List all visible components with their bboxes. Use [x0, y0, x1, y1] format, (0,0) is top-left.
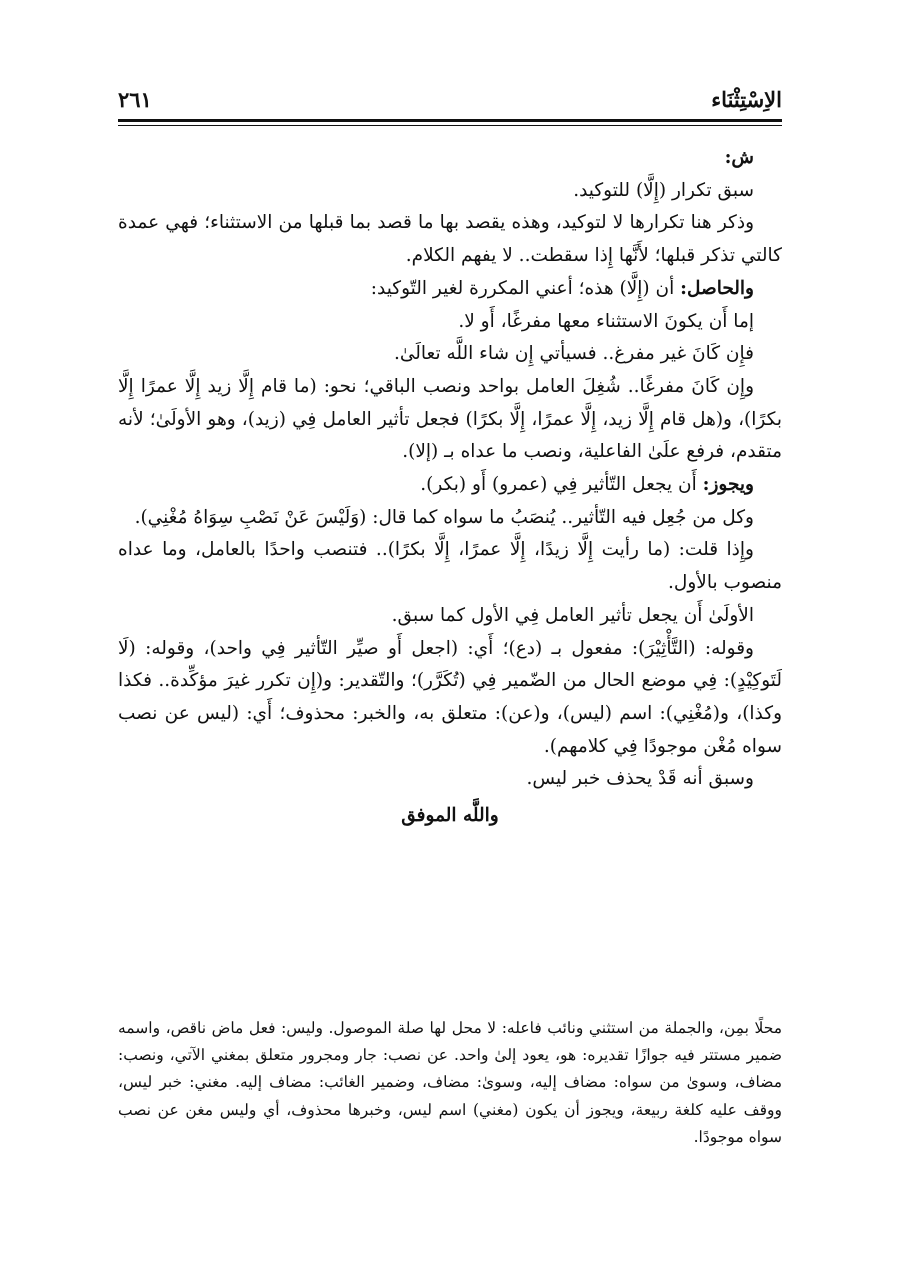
closing-line: واللَّه الموفق	[401, 805, 499, 827]
paragraph: وكل من جُعِل فيه التّأثير.. يُنصَبُ ما سواه كما قال: (وَلَيْسَ عَنْ نَصْبِ سِوَاهُ مُغْنِي).	[134, 506, 754, 528]
bold-term: ويجوز:	[702, 474, 754, 496]
footnote	[118, 1015, 782, 1151]
paragraph: وذكر هنا تكرارها لا لتوكيد، وهذه يقصد بها ما قصد بما قبلها من الاستثناء؛ فهي عمدة كالتي تذكر قبلها؛ لأَنَّها إِذا سقطت.. لا يفهم الكلام.	[118, 212, 782, 267]
paragraph: الأولَىٰ أَن يجعل تأثير العامل فِي الأول كما سبق.	[391, 604, 754, 626]
paragraph: وقوله: (التَّأْثِيْرَ): مفعول بـ (دع)؛ أَي: (اجعل أَو صيِّر التّأثير فِي واحد)، وقوله: (لَا لَتَوكِيْدٍ): فِي موضع الحال من الضّمير فِي (تُكَرَّر)؛ والتّقدير: و(إِن تكرر غيرَ مؤكِّدة.. فكذا وكذا)، و(مُغْنِي): اسم (ليس)، و(عن): متعلق به، والخبر: محذوف؛ أَي: (ليس عن نصب سواه مُغْن موجودًا فِي كلامهم).	[118, 637, 782, 757]
page-header	[118, 82, 782, 112]
chapter-title: الاِسْتِثْنَاء	[711, 87, 782, 112]
paragraph: وسبق أنه قَدْ يحذف خبر ليس.	[526, 768, 754, 790]
header-rule-thin	[118, 125, 782, 126]
paragraph-text: أن (إِلَّا) هذه؛ أعني المكررة لغير التّوكيد:	[370, 277, 681, 299]
header-rule-thick	[118, 119, 782, 122]
paragraph: سبق تكرار (إِلَّا) للتوكيد.	[573, 179, 754, 201]
paragraph: وإِذا قلت: (ما رأيت إِلَّا زيدًا، إِلَّا عمرًا، إِلَّا بكرًا).. فتنصب واحدًا بالعامل، وما عداه منصوب بالأول.	[118, 539, 782, 594]
paragraph-text: أَن يجعل التّأثير فِي (عمرو) أَو (بكر).	[420, 474, 703, 496]
main-text	[118, 142, 782, 833]
paragraph	[118, 273, 782, 306]
page-number: ٢٦١	[118, 87, 152, 112]
footnote-text: محلًا بمِن، والجملة من استثني ونائب فاعله: لا محل لها صلة الموصول. وليس: فعل ماض ناقص، واسمه ضمير مستتر فيه جوازًا تقديره: هو، يعود إلىٰ واحد. عن نصب: جار ومجرور متعلق بمغني الآتي، ونصب: مضاف، وسوىٰ من سواه: مضاف إليه، وسوىٰ: مضاف، وضمير الغائب: مضاف إليه. مغني: خبر ليس، ووقف عليه كلغة ربيعة، ويجوز أن يكون (مغني) اسم ليس، وخبرها محذوف، أي وليس مغن عن نصب سواه موجودًا.	[118, 1019, 782, 1146]
paragraph-label: ش:	[724, 147, 754, 168]
paragraph: إما أَن يكونَ الاستثناء معها مفرغًا، أَو لا.	[458, 310, 754, 332]
bold-term: والحاصل:	[680, 277, 754, 299]
paragraph: وإِن كَانَ مفرغًا.. شُغِلَ العامل بواحد ونصب الباقي؛ نحو: (ما قام إِلَّا زيد إِلَّا عمرًا إِلَّا بكرًا)، و(هل قام إِلَّا زيد، إِلَّا عمرًا، إِلَّا بكرًا) فجعل تأثير العامل فِي (زيد)، وهو الأولَىٰ؛ لأنه متقدم، فرفع علَىٰ الفاعلية، ونصب ما عداه بـ (إلا).	[118, 375, 782, 463]
paragraph	[118, 469, 782, 502]
paragraph: فإِن كَانَ غير مفرغ.. فسيأتي إِن شاء اللَّه تعالَىٰ.	[393, 343, 754, 365]
